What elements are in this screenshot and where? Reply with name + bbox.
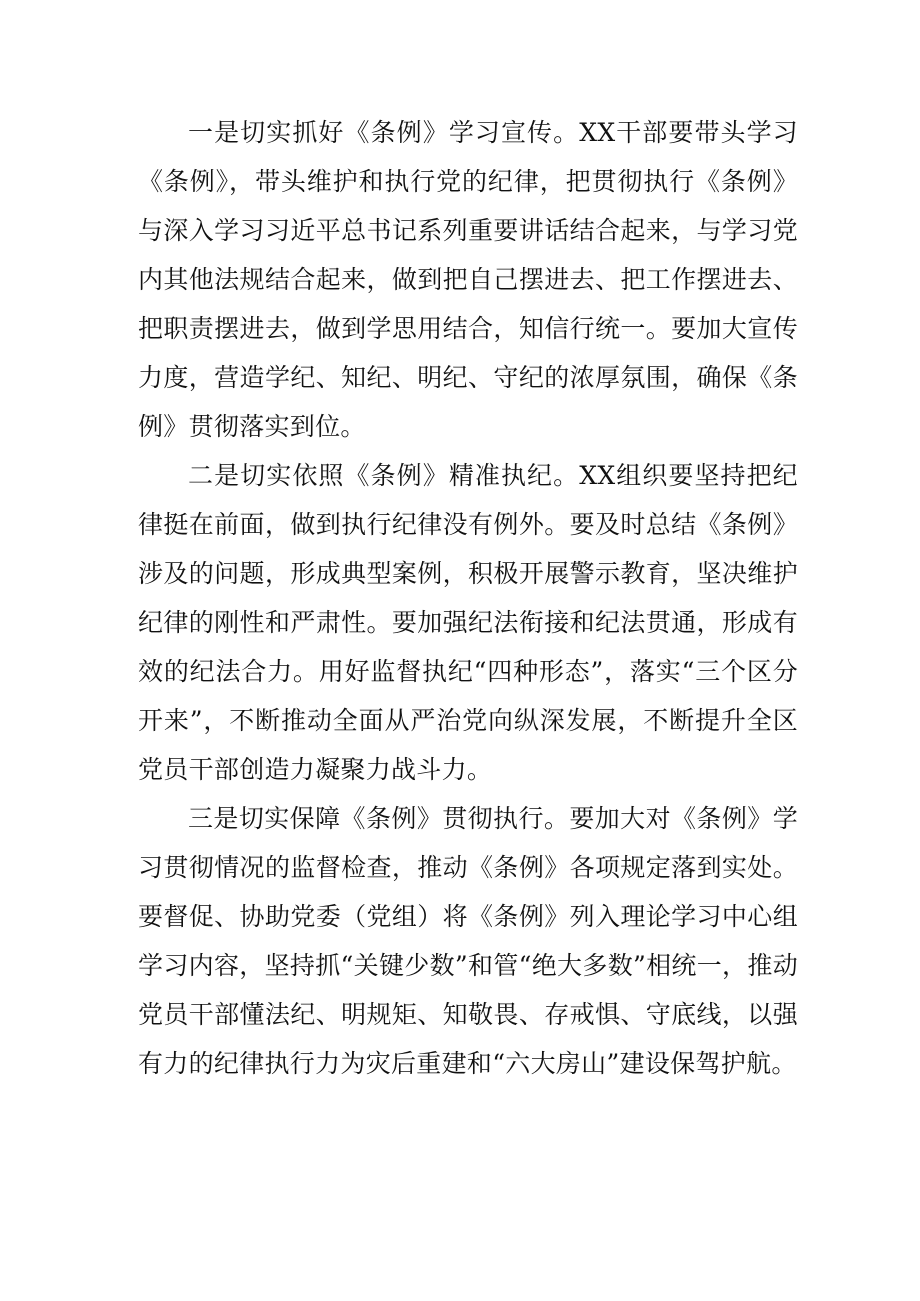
paragraph-implementation-guarantee: 三是切实保障《条例》贯彻执行。要加大对《条例》学习贯彻情况的监督检查，推动《条例》各项规定落到实处。要督促、协助党委（党组）将《条例》列入理论学习中心组学习内容，坚持抓“关键少数”和管“绝大多数”相统一，推动党员干部懂法纪、明规矩、知敬畏、存戒惧、守底线，以强有力的纪律执行力为灾后重建和“六大房山”建设保驾护航。 [138, 804, 798, 1078]
paragraph-study-promotion: 一是切实抓好《条例》学习宣传。XX干部要带头学习《条例》，带头维护和执行党的纪律，把贯彻执行《条例》与深入学习习近平总书记系列重要讲话结合起来，与学习党内其他法规结合起来，做到把自己摆进去、把工作摆进去、把职责摆进去，做到学思用结合，知信行统一。要加大宣传力度，营造学纪、知纪、明纪、守纪的浓厚氛围，确保《条例》贯彻落实到位。 [138, 118, 798, 441]
document-body [138, 108, 798, 1088]
paragraph-precise-discipline: 二是切实依照《条例》精准执纪。XX组织要坚持把纪律挺在前面，做到执行纪律没有例外。要及时总结《条例》涉及的问题，形成典型案例，积极开展警示教育，坚决维护纪律的刚性和严肃性。要加强纪法衔接和纪法贯通，形成有效的纪法合力。用好监督执纪“四种形态”，落实“三个区分开来”，不断推动全面从严治党向纵深发展，不断提升全区党员干部创造力凝聚力战斗力。 [138, 461, 798, 784]
